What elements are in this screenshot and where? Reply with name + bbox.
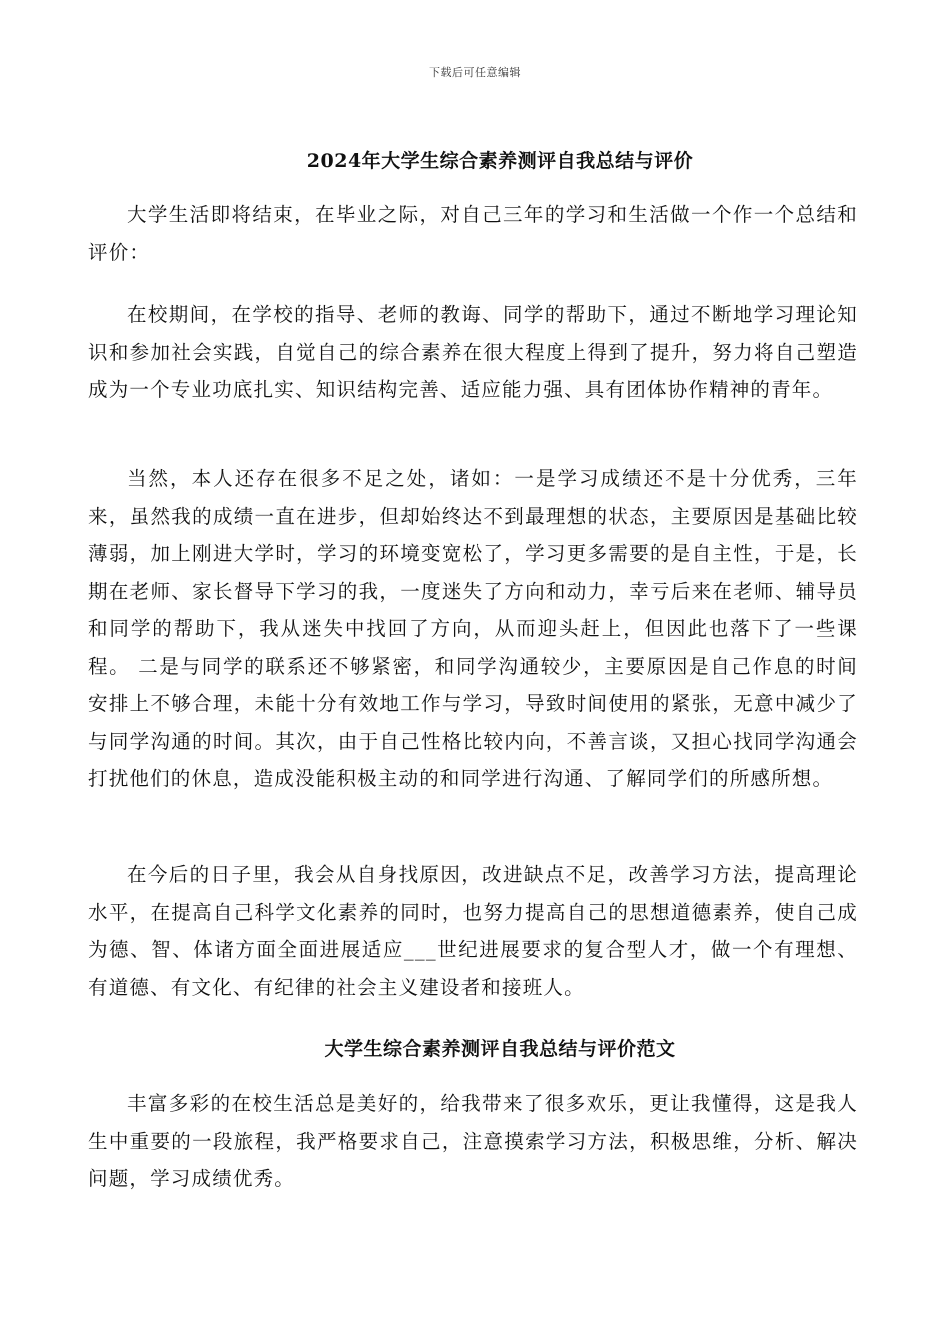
paragraph-future-plan: 在今后的日子里，我会从自身找原因，改进缺点不足，改善学习方法，提高理论水平，在提高自己科学文化素养的同时，也努力提高自己的思想道德素养，使自己成为德、智、体诸方面全面进展适应___世纪进展要求的复合型人才，做一个有理想、有道德、有文化、有纪律的社会主义建设者和接班人。 <box>88 863 858 999</box>
document-title: 2024年大学生综合素养测评自我总结与评价 <box>306 150 694 172</box>
paragraph-sample-intro: 丰富多彩的在校生活总是美好的，给我带来了很多欢乐，更让我懂得，这是我人生中重要的一段旅程，我严格要求自己，注意摸索学习方法，积极思维，分析、解决问题，学习成绩优秀。 <box>88 1092 858 1190</box>
paragraph-shortcomings: 当然，本人还存在很多不足之处，诸如：一是学习成绩还不是十分优秀，三年来，虽然我的成绩一直在进步，但却始终达不到最理想的状态，主要原因是基础比较薄弱，加上刚进大学时，学习的环境变宽松了，学习更多需要的是自主性，于是，长期在老师、家长督导下学习的我，一度迷失了方向和动力，幸亏后来在老师、辅导员和同学的帮助下，我从迷失中找回了方向，从而迎头赶上，但因此也落下了一些课程。 二是与同学的联系还不够紧密，和同学沟通较少，主要原因是自己作息的时间安排上不够合理，未能十分有效地工作与学习，导致时间使用的紧张，无意中减少了与同学沟通的时间。其次，由于自己性格比较内向，不善言谈，又担心找同学沟通会打扰他们的休息，造成没能积极主动的和同学进行沟通、了解同学们的所感所想。 <box>88 467 858 790</box>
paragraph-achievements: 在校期间，在学校的指导、老师的教诲、同学的帮助下，通过不断地学习理论知识和参加社会实践，自觉自己的综合素养在很大程度上得到了提升，努力将自己塑造成为一个专业功底扎实、知识结构完善、适应能力强、具有团体协作精神的青年。 <box>88 303 858 401</box>
section-title: 大学生综合素养测评自我总结与评价范文 <box>324 1038 676 1060</box>
header-note: 下载后可任意编辑 <box>429 66 521 79</box>
paragraph-intro: 大学生活即将结束，在毕业之际，对自己三年的学习和生活做一个作一个总结和评价： <box>88 203 858 264</box>
